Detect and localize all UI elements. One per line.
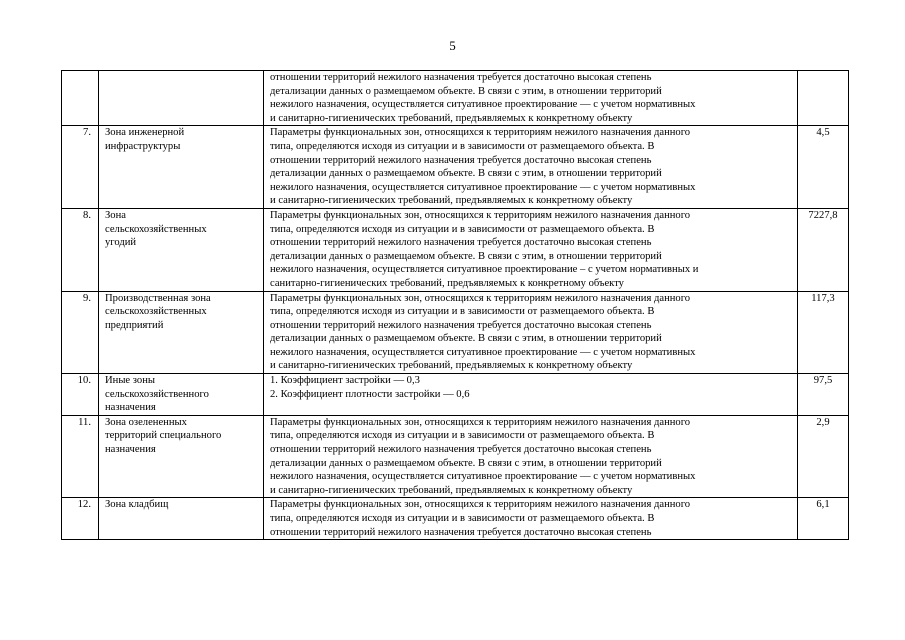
page-number: 5: [449, 38, 456, 53]
zone-parameters-line: нежилого назначения, осуществляется ситуативное проектирование — с учетом нормативных: [270, 346, 696, 358]
zone-parameters-cell: [264, 498, 798, 540]
zone-area-cell: 117,3: [798, 291, 849, 374]
table-row: [62, 374, 849, 416]
zone-parameters-cell: [264, 208, 798, 291]
zone-name-line: Зона кладбищ: [105, 499, 169, 511]
zone-parameters-line: типа, определяются исходя из ситуации и в зависимости от размещаемого объекта. В: [270, 306, 655, 318]
zones-table-body: [62, 71, 849, 540]
zone-parameters-line: типа, определяются исходя из ситуации и в зависимости от размещаемого объекта. В: [270, 430, 655, 442]
zone-name-cell: [99, 126, 264, 209]
zone-parameters-line: Параметры функциональных зон, относящихся к территориям нежилого назначения данного: [270, 209, 691, 221]
zone-parameters-line: детализации данных о размещаемом объекте. В связи с этим, в отношении территорий: [270, 168, 662, 180]
zone-name-cell: [99, 415, 264, 498]
zones-table: [61, 70, 849, 540]
zone-name-line: предприятий: [105, 319, 164, 331]
zone-name-line: Иные зоны: [105, 375, 155, 387]
zone-parameters-line: Параметры функциональных зон, относящихся к территориям нежилого назначения данного: [270, 416, 691, 428]
table-row: [62, 498, 849, 540]
zone-parameters-line: нежилого назначения, осуществляется ситуативное проектирование — с учетом нормативных: [270, 99, 696, 111]
zone-name-line: назначения: [105, 402, 156, 414]
row-number-cell: 12.: [62, 498, 99, 540]
zone-parameters-line: типа, определяются исходя из ситуации и в зависимости от размещаемого объекта. В: [270, 140, 655, 152]
zone-name-line: сельскохозяйственных: [105, 223, 207, 235]
row-number-cell: 10.: [62, 374, 99, 416]
zone-parameters-line: и санитарно-гигиенических требований, предъявляемых к конкретному объекту: [270, 112, 633, 124]
row-number-cell: 9.: [62, 291, 99, 374]
zone-name-line: Зона инженерной: [105, 127, 185, 139]
zone-name-line: сельскохозяйственных: [105, 306, 207, 318]
zone-parameters-cell: [264, 291, 798, 374]
table-row: [62, 291, 849, 374]
zone-area-cell: 7227,8: [798, 208, 849, 291]
zone-parameters-cell: [264, 71, 798, 126]
zone-parameters-line: Параметры функциональных зон, относящихся к территориям нежилого назначения данного: [270, 127, 691, 139]
zone-parameters-line: и санитарно-гигиенических требований, предъявляемых к конкретному объекту: [270, 360, 633, 372]
zone-parameters-cell: [264, 126, 798, 209]
zone-name-line: Производственная зона: [105, 292, 211, 304]
table-row: [62, 126, 849, 209]
zone-parameters-line: детализации данных о размещаемом объекте. В связи с этим, в отношении территорий: [270, 85, 662, 97]
zone-parameters-line: 2. Коэффициент плотности застройки — 0,6: [270, 388, 470, 400]
zone-parameters-line: отношении территорий нежилого назначения требуется достаточно высокая степень: [270, 444, 652, 456]
table-row: [62, 71, 849, 126]
zone-parameters-line: и санитарно-гигиенических требований, предъявляемых к конкретному объекту: [270, 484, 633, 496]
zone-name-line: назначения: [105, 444, 156, 456]
zone-parameters-line: 1. Коэффициент застройки — 0,3: [270, 375, 420, 387]
table-row: [62, 208, 849, 291]
zone-name-line: Зона озелененных: [105, 416, 187, 428]
row-number-cell: [62, 71, 99, 126]
zone-parameters-line: детализации данных о размещаемом объекте. В связи с этим, в отношении территорий: [270, 250, 662, 262]
zone-parameters-line: типа, определяются исходя из ситуации и в зависимости от размещаемого объекта. В: [270, 223, 655, 235]
zone-parameters-line: типа, определяются исходя из ситуации и в зависимости от размещаемого объекта. В: [270, 513, 655, 524]
zone-area-cell: [798, 71, 849, 126]
zone-parameters-line: детализации данных о размещаемом объекте. В связи с этим, в отношении территорий: [270, 457, 662, 469]
zone-parameters-line: Параметры функциональных зон, относящихся к территориям нежилого назначения данного: [270, 499, 691, 511]
zone-parameters-cell: [264, 415, 798, 498]
zone-parameters-line: Параметры функциональных зон, относящихся к территориям нежилого назначения данного: [270, 292, 691, 304]
zone-area-cell: 2,9: [798, 415, 849, 498]
zone-name-cell: [99, 374, 264, 416]
zone-name-line: угодий: [105, 237, 137, 249]
zone-parameters-line: санитарно-гигиенических требований, предъявляемых к конкретному объекту: [270, 277, 624, 289]
zone-parameters-line: отношении территорий нежилого назначения требуется достаточно высокая степень: [270, 319, 652, 331]
zone-name-line: территорий специального: [105, 430, 222, 442]
zone-parameters-line: нежилого назначения, осуществляется ситуативное проектирование — с учетом нормативных: [270, 471, 696, 483]
zone-parameters-line: нежилого назначения, осуществляется ситуативное проектирование – с учетом нормативных и: [270, 264, 699, 276]
zone-parameters-line: отношении территорий нежилого назначения требуется достаточно высокая степень: [270, 72, 652, 83]
zone-area-cell: 6,1: [798, 498, 849, 540]
zone-name-cell: [99, 71, 264, 126]
row-number-cell: 11.: [62, 415, 99, 498]
row-number-cell: 7.: [62, 126, 99, 209]
zone-area-cell: 4,5: [798, 126, 849, 209]
zone-parameters-line: нежилого назначения, осуществляется ситуативное проектирование — с учетом нормативных: [270, 181, 696, 193]
zone-name-cell: [99, 498, 264, 540]
zone-name-line: сельскохозяйственного: [105, 388, 209, 400]
zone-parameters-line: отношении территорий нежилого назначения требуется достаточно высокая степень: [270, 526, 652, 538]
row-number-cell: 8.: [62, 208, 99, 291]
zone-name-cell: [99, 208, 264, 291]
zone-name-line: Зона: [105, 209, 126, 221]
zone-parameters-line: детализации данных о размещаемом объекте. В связи с этим, в отношении территорий: [270, 333, 662, 345]
zone-parameters-line: отношении территорий нежилого назначения требуется достаточно высокая степень: [270, 237, 652, 249]
zone-parameters-line: и санитарно-гигиенических требований, предъявляемых к конкретному объекту: [270, 195, 633, 207]
table-row: [62, 415, 849, 498]
zone-parameters-line: отношении территорий нежилого назначения требуется достаточно высокая степень: [270, 154, 652, 166]
zone-parameters-cell: [264, 374, 798, 416]
zone-name-cell: [99, 291, 264, 374]
zone-area-cell: 97,5: [798, 374, 849, 416]
zone-name-line: инфраструктуры: [105, 140, 181, 152]
